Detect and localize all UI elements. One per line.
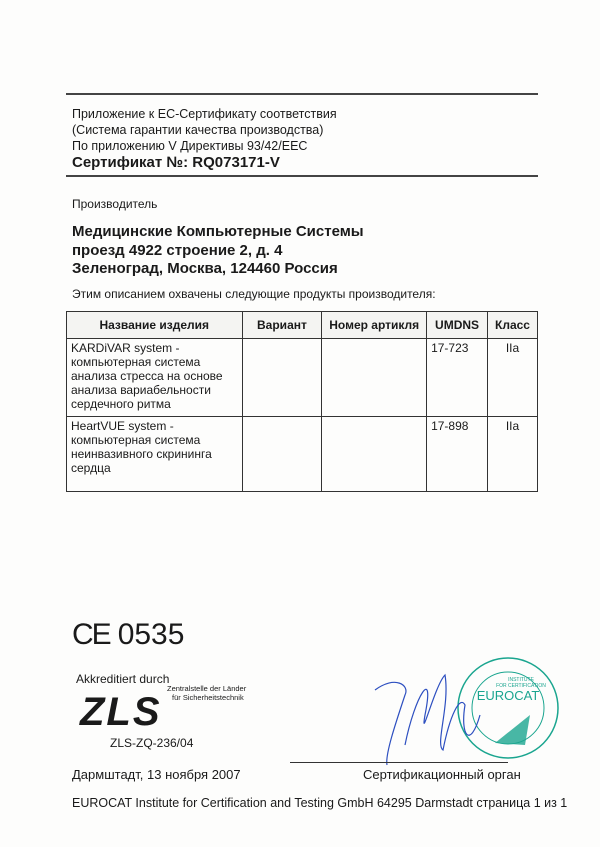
signatory-label: Сертификационный орган xyxy=(363,767,521,782)
signature-line xyxy=(290,762,508,763)
product-class: IIa xyxy=(488,339,538,417)
svg-text:INSTITUTE: INSTITUTE xyxy=(508,677,534,683)
col-header-name: Название изделия xyxy=(67,312,243,339)
manufacturer-label: Производитель xyxy=(72,197,158,211)
accreditation-org xyxy=(167,684,246,702)
ce-symbol: CE xyxy=(72,618,110,651)
col-header-class: Класс xyxy=(488,312,538,339)
top-rule xyxy=(66,93,538,95)
product-variant xyxy=(242,417,322,492)
manufacturer-street: проезд 4922 строение 2, д. 4 xyxy=(72,241,283,259)
manufacturer-name: Медицинские Компьютерные Системы xyxy=(72,223,364,240)
issue-date: Дармштадт, 13 ноября 2007 xyxy=(72,767,241,782)
zls-logo: ZLS xyxy=(80,690,162,734)
product-name: HeartVUE system - компьютерная система неинвазивного скрининга сердца xyxy=(67,417,243,492)
document-header xyxy=(72,106,337,171)
col-header-article: Номер артикля xyxy=(322,312,427,339)
certificate-number: Сертификат №: RQ073171-V xyxy=(72,154,280,171)
svg-text:EUROCAT: EUROCAT xyxy=(476,688,540,703)
svg-text:FOR CERTIFICATION: FOR CERTIFICATION xyxy=(496,683,546,689)
header-line-3: По приложению V Директивы 93/42/EEC xyxy=(72,139,308,153)
manufacturer-city: Зеленоград, Москва, 124460 Россия xyxy=(72,260,338,277)
coverage-text: Этим описанием охвачены следующие продукты производителя: xyxy=(72,287,436,301)
table-row xyxy=(67,339,538,417)
table-header-row xyxy=(67,312,538,339)
product-umdns: 17-898 xyxy=(427,417,488,492)
accreditation-label: Akkreditiert durch xyxy=(76,672,170,686)
product-class: IIa xyxy=(488,417,538,492)
header-line-1: Приложение к ЕС-Сертификату соответствия xyxy=(72,107,337,121)
accreditation-code: ZLS-ZQ-236/04 xyxy=(110,736,194,750)
org-line-2: für Sicherheitstechnik xyxy=(172,693,244,702)
col-header-umdns: UMDNS xyxy=(427,312,488,339)
product-umdns: 17-723 xyxy=(427,339,488,417)
manufacturer-address xyxy=(72,223,364,279)
product-article xyxy=(322,417,427,492)
notified-body-number: 0535 xyxy=(117,618,185,651)
table-row xyxy=(67,417,538,492)
products-table xyxy=(66,311,538,492)
ce-mark xyxy=(72,618,184,652)
product-article xyxy=(322,339,427,417)
org-line-1: Zentralstelle der Länder xyxy=(167,684,247,693)
col-header-variant: Вариант xyxy=(242,312,322,339)
header-line-2: (Система гарантии качества производства) xyxy=(72,123,324,137)
product-name: KARDiVAR system - компьютерная система анализа стресса на основе анализа вариабельности сердечного ритма xyxy=(67,339,243,417)
signature xyxy=(365,655,485,785)
header-rule xyxy=(66,175,538,177)
footer-text: EUROCAT Institute for Certification and Testing GmbH 64295 Darmstadt страница 1 из 1 xyxy=(72,796,568,810)
product-variant xyxy=(242,339,322,417)
